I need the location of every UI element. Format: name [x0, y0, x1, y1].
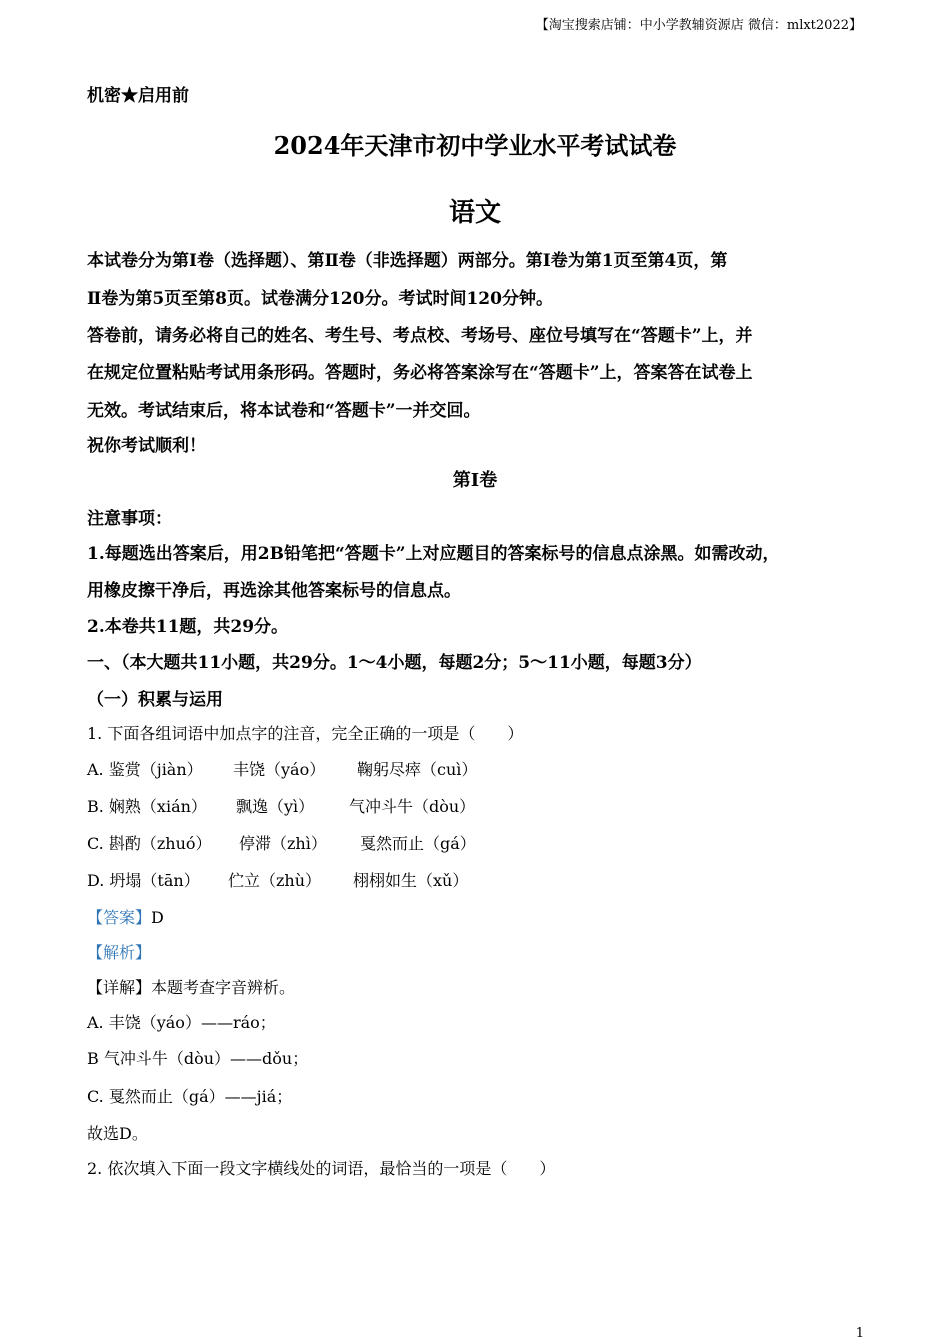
- question-1-option-a: [87, 757, 477, 780]
- detail-line: C. 戛然而止（gá）——jiá；: [87, 1087, 293, 1106]
- analysis-label: 【解析】: [87, 943, 152, 962]
- detail-line: 【详解】本题考查字音辨析。: [87, 978, 296, 997]
- option-word: 戛然而止（gá）: [360, 834, 476, 853]
- answer-label: 【答案】: [87, 908, 152, 927]
- option-word: 鞠躬尽瘁（cuì）: [357, 760, 478, 779]
- question-1-stem: 1. 下面各组词语中加点字的注音，完全正确的一项是（ ）: [87, 724, 524, 743]
- intro-line: Ⅱ卷为第5页至第8页。试卷满分120分。考试时间120分钟。: [87, 289, 553, 309]
- question-1-option-d: [87, 868, 468, 891]
- answer-value: D: [151, 908, 164, 927]
- option-word: D. 坍塌（tān）: [87, 871, 200, 890]
- exam-title: 2024年天津市初中学业水平考试试卷: [273, 131, 677, 160]
- option-word: 伫立（zhù）: [228, 871, 322, 890]
- notice-line: 用橡皮擦干净后，再选涂其他答案标号的信息点。: [87, 581, 461, 601]
- option-word: B. 娴熟（xián）: [87, 797, 207, 816]
- confidential-label: 机密★启用前: [87, 86, 189, 106]
- subject-title: 语文: [448, 198, 501, 228]
- option-word: C. 斟酌（zhuó）: [87, 834, 212, 853]
- option-word: A. 鉴赏（jiàn）: [87, 760, 203, 779]
- question-2-stem: 2. 依次填入下面一段文字横线处的词语，最恰当的一项是（ ）: [87, 1159, 556, 1178]
- intro-line: 本试卷分为第Ⅰ卷（选择题）、第Ⅱ卷（非选择题）两部分。第Ⅰ卷为第1页至第4页，第: [87, 251, 728, 271]
- answer-line: [87, 905, 164, 928]
- volume-heading: 第Ⅰ卷: [452, 470, 498, 491]
- option-word: 气冲斗牛（dòu）: [349, 797, 476, 816]
- detail-line: B 气冲斗牛（dòu）——dǒu；: [87, 1049, 309, 1068]
- intro-line: 祝你考试顺利！: [87, 436, 206, 456]
- section-subheading: （一）积累与运用: [87, 690, 223, 710]
- intro-line: 在规定位置粘贴考试用条形码。答题时，务必将答案涂写在“答题卡”上，答案答在试卷上: [87, 363, 753, 383]
- header-note: 【淘宝搜索店铺：中小学教辅资源店 微信：mlxt2022】: [535, 18, 862, 33]
- option-word: 栩栩如生（xǔ）: [353, 871, 469, 890]
- notice-line: 1.每题选出答案后，用2B铅笔把“答题卡”上对应题目的答案标号的信息点涂黑。如需改动，: [87, 544, 780, 564]
- question-1-option-b: [87, 794, 475, 817]
- intro-line: 无效。考试结束后，将本试卷和“答题卡”一并交回。: [87, 401, 481, 421]
- notice-heading: 注意事项：: [87, 509, 172, 529]
- page-number: 1: [855, 1326, 864, 1341]
- question-1-option-c: [87, 831, 476, 854]
- option-word: 丰饶（yáo）: [233, 760, 326, 779]
- option-word: 飘逸（yì）: [236, 797, 315, 816]
- option-word: 停滞（zhì）: [239, 834, 327, 853]
- detail-line: A. 丰饶（yáo）——ráo；: [87, 1013, 276, 1032]
- notice-line: 2.本卷共11题，共29分。: [87, 617, 289, 637]
- intro-line: 答卷前，请务必将自己的姓名、考生号、考点校、考场号、座位号填写在“答题卡”上，并: [87, 326, 753, 346]
- section-heading: 一、（本大题共11小题，共29分。1～4小题，每题2分；5～11小题，每题3分）: [87, 653, 702, 673]
- detail-line: 故选D。: [87, 1124, 148, 1143]
